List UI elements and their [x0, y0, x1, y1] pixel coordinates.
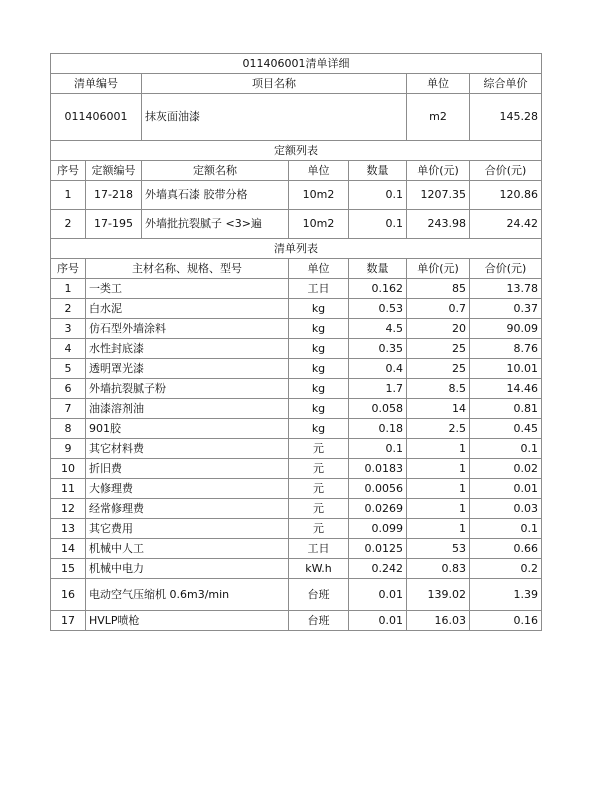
material-no: 11 [51, 479, 86, 499]
material-no: 2 [51, 299, 86, 319]
material-total: 13.78 [470, 279, 542, 299]
material-no: 17 [51, 611, 86, 631]
quota-qty: 0.1 [349, 210, 407, 239]
material-unit: 台班 [289, 579, 349, 611]
material-row [51, 579, 542, 611]
material-row [51, 459, 542, 479]
quota-header-cell: 定额编号 [86, 161, 142, 181]
material-qty: 0.01 [349, 579, 407, 611]
material-total: 0.1 [470, 519, 542, 539]
quota-name: 外墙真石漆 胶带分格 [142, 181, 289, 210]
material-qty: 0.0125 [349, 539, 407, 559]
material-total: 0.03 [470, 499, 542, 519]
material-name: 其它费用 [86, 519, 289, 539]
material-row [51, 419, 542, 439]
material-unit: 元 [289, 499, 349, 519]
quota-no: 1 [51, 181, 86, 210]
material-price: 16.03 [407, 611, 470, 631]
quota-code: 17-195 [86, 210, 142, 239]
material-qty: 0.53 [349, 299, 407, 319]
material-name: 仿石型外墙涂料 [86, 319, 289, 339]
quota-name: 外墙批抗裂腻子 <3>遍 [142, 210, 289, 239]
material-total: 0.81 [470, 399, 542, 419]
material-row [51, 499, 542, 519]
material-row [51, 519, 542, 539]
material-total: 0.45 [470, 419, 542, 439]
material-unit: 台班 [289, 611, 349, 631]
material-total: 1.39 [470, 579, 542, 611]
material-name: 其它材料费 [86, 439, 289, 459]
material-unit: 元 [289, 439, 349, 459]
material-no: 5 [51, 359, 86, 379]
material-qty: 0.01 [349, 611, 407, 631]
material-qty: 0.0183 [349, 459, 407, 479]
material-row [51, 379, 542, 399]
material-unit: kg [289, 399, 349, 419]
header-code: 清单编号 [51, 74, 142, 94]
material-row [51, 399, 542, 419]
material-name: 901胶 [86, 419, 289, 439]
material-qty: 0.1 [349, 439, 407, 459]
material-no: 12 [51, 499, 86, 519]
material-row [51, 539, 542, 559]
material-total: 0.2 [470, 559, 542, 579]
quota-unit: 10m2 [289, 210, 349, 239]
material-name: 机械中人工 [86, 539, 289, 559]
material-total: 14.46 [470, 379, 542, 399]
material-row [51, 439, 542, 459]
quota-code: 17-218 [86, 181, 142, 210]
material-unit: 元 [289, 459, 349, 479]
quota-row [51, 181, 542, 210]
material-no: 7 [51, 399, 86, 419]
material-price: 85 [407, 279, 470, 299]
header-name: 项目名称 [142, 74, 407, 94]
material-price: 14 [407, 399, 470, 419]
material-name: 机械中电力 [86, 559, 289, 579]
material-price: 2.5 [407, 419, 470, 439]
material-unit: kg [289, 379, 349, 399]
material-total: 0.1 [470, 439, 542, 459]
header-unit: 单位 [407, 74, 470, 94]
material-no: 15 [51, 559, 86, 579]
material-qty: 0.0269 [349, 499, 407, 519]
material-price: 8.5 [407, 379, 470, 399]
material-no: 3 [51, 319, 86, 339]
quota-header-cell: 单位 [289, 161, 349, 181]
material-price: 0.7 [407, 299, 470, 319]
material-price: 25 [407, 339, 470, 359]
quota-price: 1207.35 [407, 181, 470, 210]
material-no: 8 [51, 419, 86, 439]
material-price: 139.02 [407, 579, 470, 611]
material-name: 一类工 [86, 279, 289, 299]
material-unit: 工日 [289, 279, 349, 299]
material-total: 0.02 [470, 459, 542, 479]
materials-header-cell: 单价(元) [407, 259, 470, 279]
material-row [51, 339, 542, 359]
material-name: 油漆溶剂油 [86, 399, 289, 419]
material-price: 0.83 [407, 559, 470, 579]
material-unit: 元 [289, 519, 349, 539]
material-total: 90.09 [470, 319, 542, 339]
item-price: 145.28 [470, 94, 542, 141]
quota-unit: 10m2 [289, 181, 349, 210]
quota-price: 243.98 [407, 210, 470, 239]
material-row [51, 279, 542, 299]
item-name: 抹灰面油漆 [142, 94, 407, 141]
material-no: 13 [51, 519, 86, 539]
material-price: 53 [407, 539, 470, 559]
material-unit: kW.h [289, 559, 349, 579]
material-qty: 0.242 [349, 559, 407, 579]
detail-table [50, 53, 542, 631]
material-name: 折旧费 [86, 459, 289, 479]
material-total: 0.16 [470, 611, 542, 631]
item-unit: m2 [407, 94, 470, 141]
material-total: 0.37 [470, 299, 542, 319]
material-qty: 0.058 [349, 399, 407, 419]
item-code: 011406001 [51, 94, 142, 141]
material-row [51, 319, 542, 339]
table-title: 011406001清单详细 [51, 54, 542, 74]
material-name: 透明罩光漆 [86, 359, 289, 379]
quota-header-cell: 序号 [51, 161, 86, 181]
quota-header-cell: 数量 [349, 161, 407, 181]
materials-header-cell: 合价(元) [470, 259, 542, 279]
material-unit: kg [289, 299, 349, 319]
quota-total: 120.86 [470, 181, 542, 210]
quota-total: 24.42 [470, 210, 542, 239]
material-no: 4 [51, 339, 86, 359]
material-qty: 0.0056 [349, 479, 407, 499]
material-qty: 0.099 [349, 519, 407, 539]
quota-header-cell: 定额名称 [142, 161, 289, 181]
material-row [51, 559, 542, 579]
material-name: 电动空气压缩机 0.6m3/min [86, 579, 289, 611]
material-total: 0.66 [470, 539, 542, 559]
material-no: 10 [51, 459, 86, 479]
materials-header-cell: 单位 [289, 259, 349, 279]
materials-header-cell: 数量 [349, 259, 407, 279]
material-price: 1 [407, 439, 470, 459]
material-unit: kg [289, 419, 349, 439]
material-unit: kg [289, 359, 349, 379]
material-qty: 0.18 [349, 419, 407, 439]
material-row [51, 359, 542, 379]
material-name: 经常修理费 [86, 499, 289, 519]
material-row [51, 479, 542, 499]
material-name: 白水泥 [86, 299, 289, 319]
material-qty: 0.35 [349, 339, 407, 359]
material-total: 10.01 [470, 359, 542, 379]
quota-header-cell: 单价(元) [407, 161, 470, 181]
quota-row [51, 210, 542, 239]
material-qty: 0.4 [349, 359, 407, 379]
material-name: HVLP喷枪 [86, 611, 289, 631]
material-total: 0.01 [470, 479, 542, 499]
material-no: 6 [51, 379, 86, 399]
material-qty: 1.7 [349, 379, 407, 399]
material-no: 16 [51, 579, 86, 611]
material-unit: kg [289, 319, 349, 339]
header-price: 综合单价 [470, 74, 542, 94]
material-unit: kg [289, 339, 349, 359]
materials-header-cell: 序号 [51, 259, 86, 279]
material-price: 1 [407, 459, 470, 479]
material-price: 1 [407, 519, 470, 539]
material-name: 外墙抗裂腻子粉 [86, 379, 289, 399]
material-unit: 工日 [289, 539, 349, 559]
quota-no: 2 [51, 210, 86, 239]
material-unit: 元 [289, 479, 349, 499]
material-qty: 4.5 [349, 319, 407, 339]
materials-header-cell: 主材名称、规格、型号 [86, 259, 289, 279]
material-price: 20 [407, 319, 470, 339]
material-price: 1 [407, 479, 470, 499]
material-name: 大修理费 [86, 479, 289, 499]
material-name: 水性封底漆 [86, 339, 289, 359]
quota-qty: 0.1 [349, 181, 407, 210]
quota-section-title: 定额列表 [51, 141, 542, 161]
materials-section-title: 清单列表 [51, 239, 542, 259]
material-price: 1 [407, 499, 470, 519]
quota-header-row [51, 161, 542, 181]
material-no: 1 [51, 279, 86, 299]
material-price: 25 [407, 359, 470, 379]
material-no: 14 [51, 539, 86, 559]
material-total: 8.76 [470, 339, 542, 359]
material-row [51, 299, 542, 319]
materials-header-row [51, 259, 542, 279]
quota-header-cell: 合价(元) [470, 161, 542, 181]
material-qty: 0.162 [349, 279, 407, 299]
material-row [51, 611, 542, 631]
material-no: 9 [51, 439, 86, 459]
